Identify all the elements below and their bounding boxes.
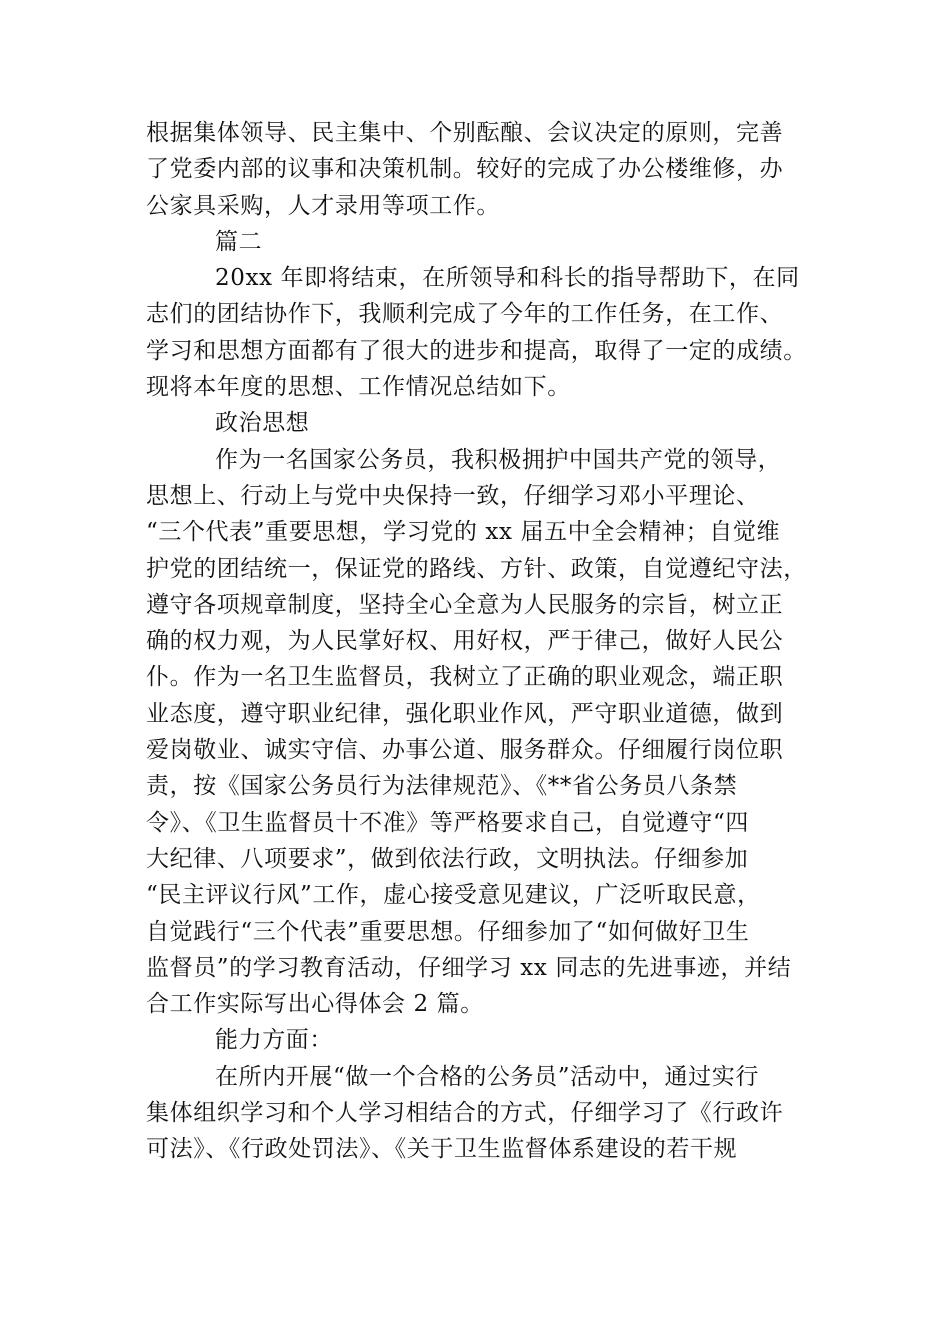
text-line: 公家具采购，人才录用等项工作。	[146, 192, 500, 219]
text-line: 自觉践行“三个代表”重要思想。仔细参加了“如何做好卫生	[146, 918, 750, 945]
text-line: 政治思想	[215, 410, 310, 437]
text-line: 爱岗敬业、诚实守信、办事公道、服务群众。仔细履行岗位职	[146, 737, 784, 764]
text-line: 责，按《国家公务员行为法律规范》、《**省公务员八条禁	[146, 773, 738, 800]
text-line: 作为一名国家公务员，我积极拥护中国共产党的领导，	[215, 446, 782, 473]
text-line: 能力方面：	[215, 1027, 333, 1054]
text-line: 现将本年度的思想、工作情况总结如下。	[146, 374, 571, 401]
text-line: 仆。作为一名卫生监督员，我树立了正确的职业观念，端正职	[146, 664, 784, 691]
text-line: 护党的团结统一，保证党的路线、方针、政策，自觉遵纪守法，	[146, 555, 807, 582]
text-line: 集体组织学习和个人学习相结合的方式，仔细学习了《行政许	[146, 1100, 784, 1127]
text-line: “民主评议行风”工作，虚心接受意见建议，广泛听取民意，	[146, 882, 761, 909]
text-line: 确的权力观，为人民掌好权、用好权，严于律己，做好人民公	[146, 628, 784, 655]
text-line: 志们的团结协作下，我顺利完成了今年的工作任务，在工作、	[146, 301, 784, 328]
text-line: 根据集体领导、民主集中、个别酝酿、会议决定的原则，完善	[146, 120, 784, 146]
text-line: 令》、《卫生监督员十不准》等严格要求自己，自觉遵守“四	[146, 809, 749, 836]
text-line: 在所内开展“做一个合格的公务员”活动中，通过实行	[215, 1063, 759, 1090]
text-line: 思想上、行动上与党中央保持一致，仔细学习邓小平理论、	[146, 482, 760, 509]
text-line: 篇二	[215, 228, 263, 255]
text-line: 大纪律、八项要求”，做到依法行政，文明执法。仔细参加	[146, 845, 749, 872]
text-line: 可法》、《行政处罚法》、《关于卫生监督体系建设的若干规	[146, 1136, 738, 1163]
document-body	[146, 115, 806, 1168]
text-line: 20xx 年即将结束，在所领导和科长的指导帮助下，在同	[215, 265, 800, 292]
text-line: 学习和思想方面都有了很大的进步和提高，取得了一定的成绩。	[146, 337, 807, 364]
text-line: “三个代表”重要思想，学习党的 xx 届五中全会精神；自觉维	[146, 519, 781, 546]
text-line: 监督员”的学习教育活动，仔细学习 xx 同志的先进事迹，并结	[146, 954, 792, 981]
text-line: 业态度，遵守职业纪律，强化职业作风，严守职业道德，做到	[146, 700, 784, 727]
text-line: 合工作实际写出心得体会 2 篇。	[146, 991, 484, 1018]
text-line: 了党委内部的议事和决策机制。较好的完成了办公楼维修，办	[146, 156, 784, 183]
text-line: 遵守各项规章制度，坚持全心全意为人民服务的宗旨，树立正	[146, 591, 784, 618]
